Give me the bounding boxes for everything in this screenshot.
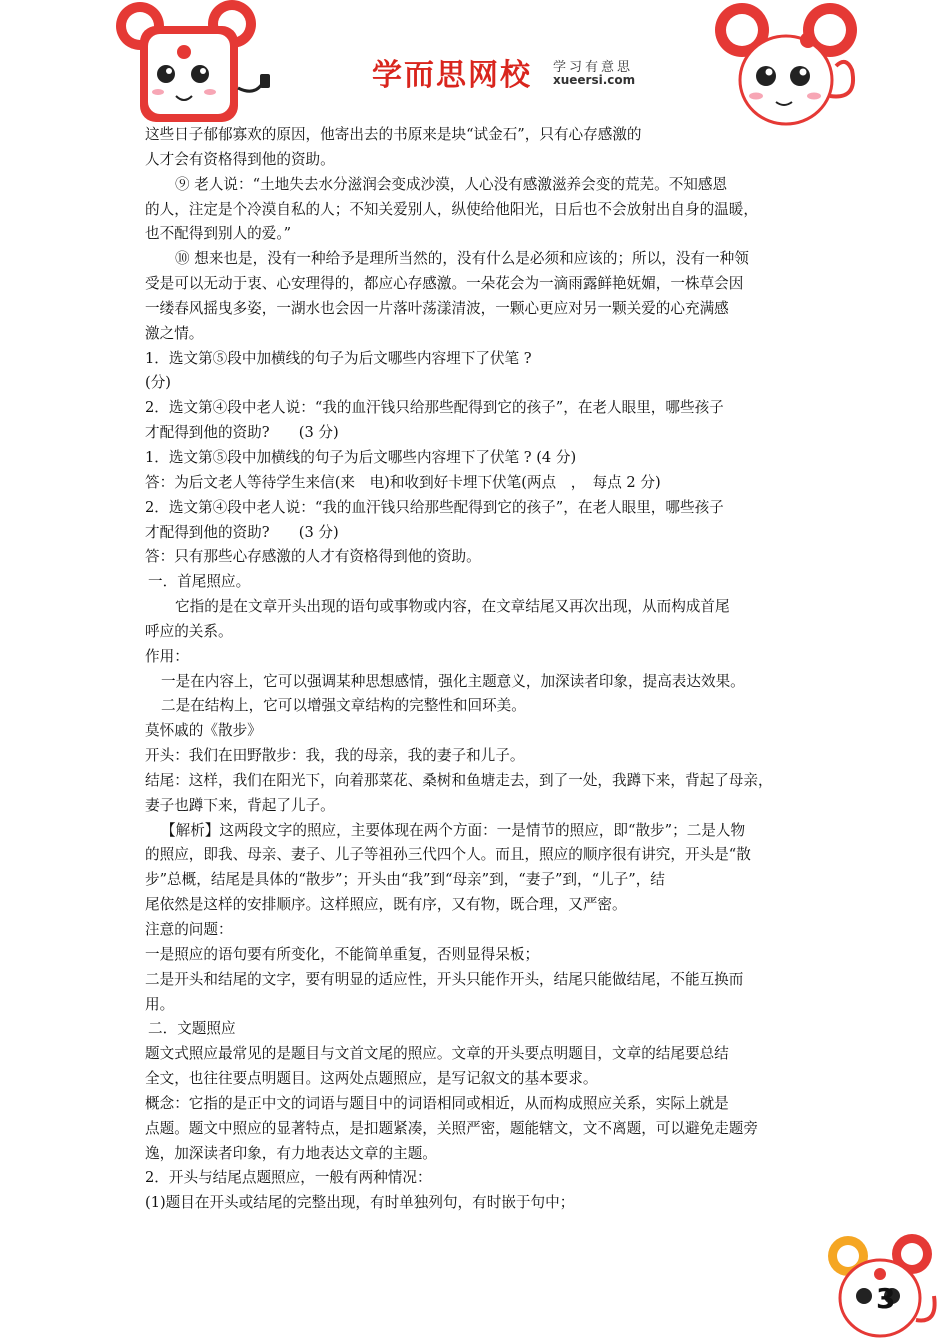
mouse-mascot-left-icon — [112, 0, 282, 128]
section-heading-2: 二．文题照应 — [148, 1020, 236, 1038]
text-line: 一是照应的语句要有所变化，不能简单重复，否则显得呆板； — [145, 945, 540, 963]
text-line: 结尾：这样，我们在阳光下，向着那菜花、桑树和鱼塘走去，到了一处，我蹲下来，背起了母亲， — [145, 771, 773, 789]
question-1-repeat: 1．选文第⑤段中加横线的句子为后文哪些内容埋下了伏笔 ? (4 分) — [145, 448, 577, 466]
question-1-score: (分) — [145, 374, 171, 392]
question-2-repeat: 2．选文第④段中老人说：“我的血汗钱只给那些配得到它的孩子”，在老人眼里，哪些孩子 — [145, 498, 724, 516]
text-line: 注意的问题： — [145, 921, 233, 938]
text-line: 这些日子郁郁寡欢的原因，他寄出去的书原来是块“试金石”，只有心存感激的 — [145, 126, 642, 143]
mouse-mascot-right-icon — [712, 0, 872, 132]
logo-url: xueersi.com — [553, 73, 636, 87]
text-line: 也不配得到别人的爱。” — [145, 225, 292, 243]
logo-main-text: 学而思网校 — [372, 58, 532, 93]
text-line: 概念：它指的是正中文的词语与题目中的词语相同或相近，从而构成照应关系，实际上就是 — [145, 1094, 729, 1112]
text-line: 呼应的关系。 — [145, 622, 233, 640]
paragraph-9-line: ⑨ 老人说：“土地失去水分滋润会变成沙漠，人心没有感激滋养会变的荒芜。不知感恩 — [175, 175, 728, 193]
text-line: 用。 — [145, 995, 175, 1013]
answer-1: 答：为后文老人等待学生来信(来 电)和收到好卡埋下伏笔(两点 ， 每点 2 分) — [145, 473, 661, 491]
text-line: 尾依然是这样的安排顺序。这样照应，既有序，又有物，既合理，又严密。 — [145, 896, 627, 914]
text-line: 的人，注定是个冷漠自私的人；不知关爱别人，纵使给他阳光，日后也不会放射出自身的温暖， — [145, 200, 758, 218]
text-line: 的照应，即我、母亲、妻子、儿子等祖孙三代四个人。而且，照应的顺序很有讲究，开头是“散 — [145, 846, 751, 864]
question-2: 2．选文第④段中老人说：“我的血汗钱只给那些配得到它的孩子”，在老人眼里，哪些孩子 — [145, 399, 724, 417]
text-line: 一是在内容上，它可以强调某种思想感情，强化主题意义，加深读者印象，提高表达效果。 — [161, 672, 745, 690]
page-number: 3 — [876, 1282, 896, 1315]
logo-slogan: 学习有意思 — [553, 60, 634, 75]
text-line: (1)题目在开头或结尾的完整出现，有时单独列句，有时嵌于句中； — [145, 1194, 575, 1212]
analysis-line: 【解析】这两段文字的照应，主要体现在两个方面：一是情节的照应，即“散步”；二是人物 — [161, 821, 746, 839]
paragraph-10-line: ⑩ 想来也是，没有一种给予是理所当然的，没有什么是必须和应该的；所以，没有一种领 — [175, 250, 749, 268]
text-line: 一缕春风摇曳多姿，一湖水也会因一片落叶荡漾清波，一颗心更应对另一颗关爱的心充满感 — [145, 299, 729, 317]
text-line: 激之情。 — [145, 324, 204, 342]
text-line: 才配得到他的资助? (3 分) — [145, 424, 339, 442]
page-header — [0, 0, 950, 128]
text-line: 2．开头与结尾点题照应，一般有两种情况： — [145, 1169, 432, 1187]
text-line: 开头：我们在田野散步：我，我的母亲，我的妻子和儿子。 — [145, 747, 525, 765]
text-line: 才配得到他的资助? (3 分) — [145, 523, 339, 541]
text-line: 全文，也往往要点明题目。这两处点题照应，是写记叙文的基本要求。 — [145, 1070, 598, 1088]
text-line: 逸，加深读者印象，有力地表达文章的主题。 — [145, 1144, 437, 1162]
text-line: 题文式照应最常见的是题目与文首文尾的照应。文章的开头要点明题目，文章的结尾要总结 — [145, 1045, 729, 1063]
text-line: 受是可以无动于衷、心安理得的，都应心存感激。一朵花会为一滴雨露鲜艳妩媚，一株草会因 — [145, 275, 744, 293]
text-line: 二是开头和结尾的文字，要有明显的适应性，开头只能作开头，结尾只能做结尾，不能互换而 — [145, 970, 744, 988]
text-line: 点题。题文中照应的显著特点，是扣题紧凑，关照严密，题能辖文，文不离题，可以避免走题旁 — [145, 1119, 758, 1137]
document-body — [145, 123, 815, 1216]
text-line: 莫怀戚的《散步》 — [145, 722, 262, 740]
text-line: 作用： — [145, 647, 189, 665]
section-heading-1: 一．首尾照应。 — [148, 573, 251, 591]
answer-2: 答：只有那些心存感激的人才有资格得到他的资助。 — [145, 548, 481, 566]
text-line: 步”总概，结尾是具体的“散步”；开头由“我”到“母亲”到，“妻子”到，“儿子”，结 — [145, 871, 665, 889]
text-line: 二是在结构上，它可以增强文章结构的完整性和回环美。 — [161, 697, 526, 715]
question-1: 1．选文第⑤段中加横线的句子为后文哪些内容埋下了伏笔 ? — [145, 349, 532, 367]
text-line: 妻子也蹲下来，背起了儿子。 — [145, 796, 335, 814]
text-line: 它指的是在文章开头出现的语句或事物或内容，在文章结尾又再次出现，从而构成首尾 — [175, 598, 730, 616]
text-line: 人才会有资格得到他的资助。 — [145, 150, 335, 168]
